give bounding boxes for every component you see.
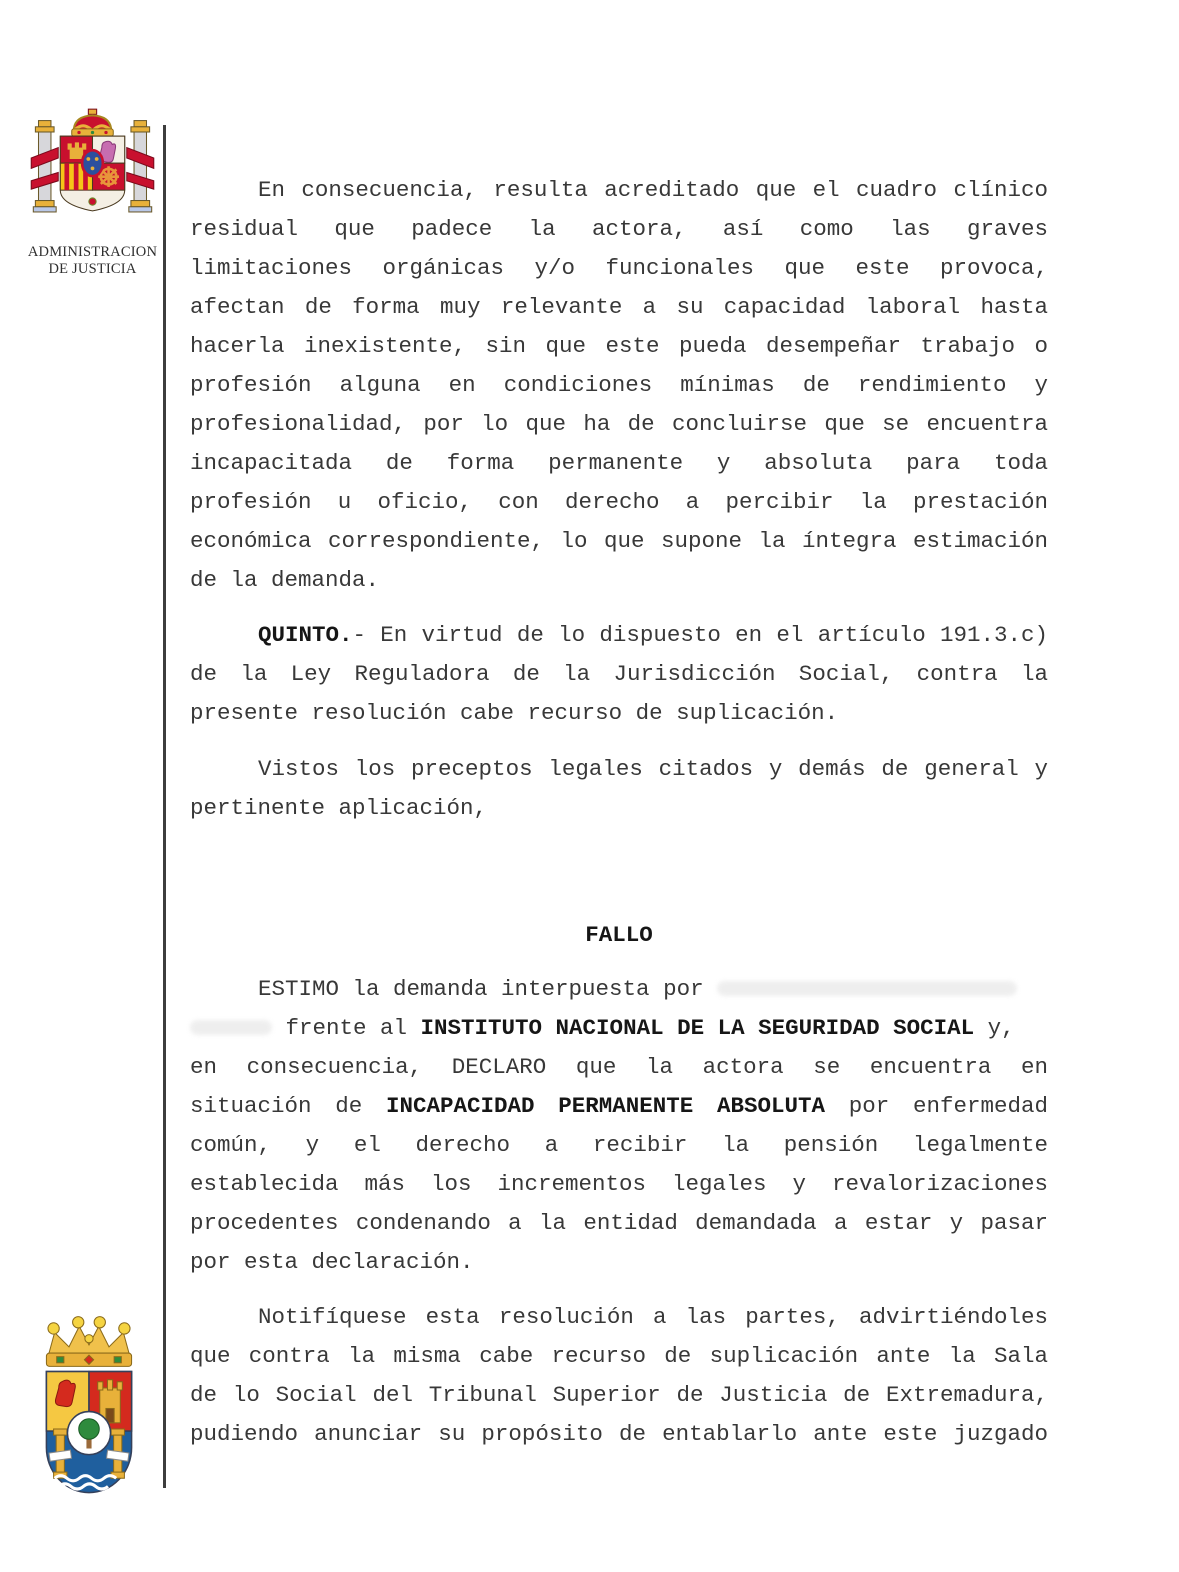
text-segment: y, — [974, 1015, 1015, 1041]
text-line — [190, 789, 1048, 828]
text-line — [190, 1048, 1048, 1087]
text-segment: residual que padece la actora, así como las graves — [190, 216, 1048, 242]
text-segment: económica correspondiente, lo que supone la íntegra estimación — [190, 528, 1048, 554]
text-line — [190, 1298, 1048, 1337]
bold-text-segment: QUINTO. — [258, 622, 353, 648]
bold-text-segment: FALLO — [585, 922, 653, 948]
text-segment: incapacitada de forma permanente y absoluta para toda — [190, 450, 1048, 476]
text-line — [190, 1126, 1048, 1165]
text-segment: presente resolución cabe recurso de suplicación. — [190, 700, 839, 726]
para-en-consecuencia — [190, 171, 1048, 600]
redacted-text — [717, 981, 1017, 996]
text-line — [190, 750, 1048, 789]
emblem-caption-line1: ADMINISTRACION — [27, 244, 158, 260]
text-segment: Vistos los preceptos legales citados y demás de general y — [258, 756, 1048, 782]
text-segment: profesión u oficio, con derecho a percibir la prestación — [190, 489, 1048, 515]
text-segment: frente al — [272, 1015, 421, 1041]
text-segment: pertinente aplicación, — [190, 795, 488, 821]
extremadura-coat-of-arms-icon — [30, 1312, 148, 1507]
text-segment: por esta declaración. — [190, 1249, 474, 1275]
redacted-text — [190, 1020, 272, 1035]
text-segment: de la Ley Reguladora de la Jurisdicción Social, contra la — [190, 661, 1048, 687]
text-line — [190, 327, 1048, 366]
header-emblem — [25, 108, 160, 278]
text-line — [190, 1376, 1048, 1415]
bold-text-segment: INSTITUTO NACIONAL DE LA SEGURIDAD SOCIAL — [420, 1015, 975, 1041]
text-line — [190, 405, 1048, 444]
text-line — [190, 1087, 1048, 1126]
para-estimo — [190, 970, 1048, 1282]
text-segment: En consecuencia, resulta acreditado que el cuadro clínico — [258, 177, 1048, 203]
text-segment: en consecuencia, DECLARO que la actora se encuentra en — [190, 1054, 1048, 1080]
text-line — [190, 171, 1048, 210]
text-segment: de la demanda. — [190, 567, 380, 593]
text-line — [190, 1415, 1048, 1454]
emblem-caption — [25, 244, 160, 278]
text-line — [190, 1243, 1048, 1282]
text-segment: por enfermedad — [825, 1093, 1048, 1119]
text-segment: establecida más los incrementos legales y revalorizaciones — [190, 1171, 1048, 1197]
text-segment: situación de — [190, 1093, 386, 1119]
para-quinto — [190, 616, 1048, 733]
text-line — [190, 1165, 1048, 1204]
document-body — [190, 171, 1048, 1454]
text-line — [190, 444, 1048, 483]
text-segment: hacerla inexistente, sin que este pueda desempeñar trabajo o — [190, 333, 1048, 359]
text-line — [190, 1204, 1048, 1243]
text-segment: de lo Social del Tribunal Superior de Justicia de Extremadura, — [190, 1382, 1048, 1408]
text-line — [190, 655, 1048, 694]
para-vistos — [190, 750, 1048, 828]
text-segment: limitaciones orgánicas y/o funcionales que este provoca, — [190, 255, 1048, 281]
footer-emblem — [30, 1312, 148, 1512]
text-line — [190, 694, 1048, 733]
text-segment: afectan de forma muy relevante a su capacidad laboral hasta — [190, 294, 1048, 320]
text-segment: Notifíquese esta resolución a las partes, advirtiéndoles — [258, 1304, 1048, 1330]
text-segment: común, y el derecho a recibir la pensión legalmente — [190, 1132, 1048, 1158]
emblem-caption-line2: DE JUSTICIA — [48, 261, 137, 277]
text-segment: pudiendo anunciar su propósito de entablarlo ante este juzgado — [190, 1421, 1048, 1447]
text-segment: que contra la misma cabe recurso de suplicación ante la Sala — [190, 1343, 1048, 1369]
text-line — [190, 561, 1048, 600]
text-line — [190, 366, 1048, 405]
spain-coat-of-arms-icon — [25, 108, 160, 237]
para-notifiquese — [190, 1298, 1048, 1454]
text-line — [190, 288, 1048, 327]
text-line — [190, 483, 1048, 522]
text-segment: procedentes condenando a la entidad demandada a estar y pasar — [190, 1210, 1048, 1236]
text-line — [190, 970, 1048, 1009]
fallo-heading — [190, 916, 1048, 955]
text-line — [190, 1009, 1048, 1048]
margin-divider-line — [163, 125, 166, 1488]
text-line — [190, 210, 1048, 249]
text-segment: profesión alguna en condiciones mínimas de rendimiento y — [190, 372, 1048, 398]
text-segment: ESTIMO la demanda interpuesta por — [258, 976, 718, 1002]
bold-text-segment: INCAPACIDAD PERMANENTE ABSOLUTA — [385, 1093, 826, 1119]
text-segment: profesionalidad, por lo que ha de concluirse que se encuentra — [190, 411, 1048, 437]
text-line — [190, 249, 1048, 288]
text-line — [190, 1337, 1048, 1376]
text-line — [190, 616, 1048, 655]
text-segment: - En virtud de lo dispuesto en el artículo 191.3.c) — [352, 622, 1048, 648]
text-line — [190, 916, 1048, 955]
text-line — [190, 522, 1048, 561]
